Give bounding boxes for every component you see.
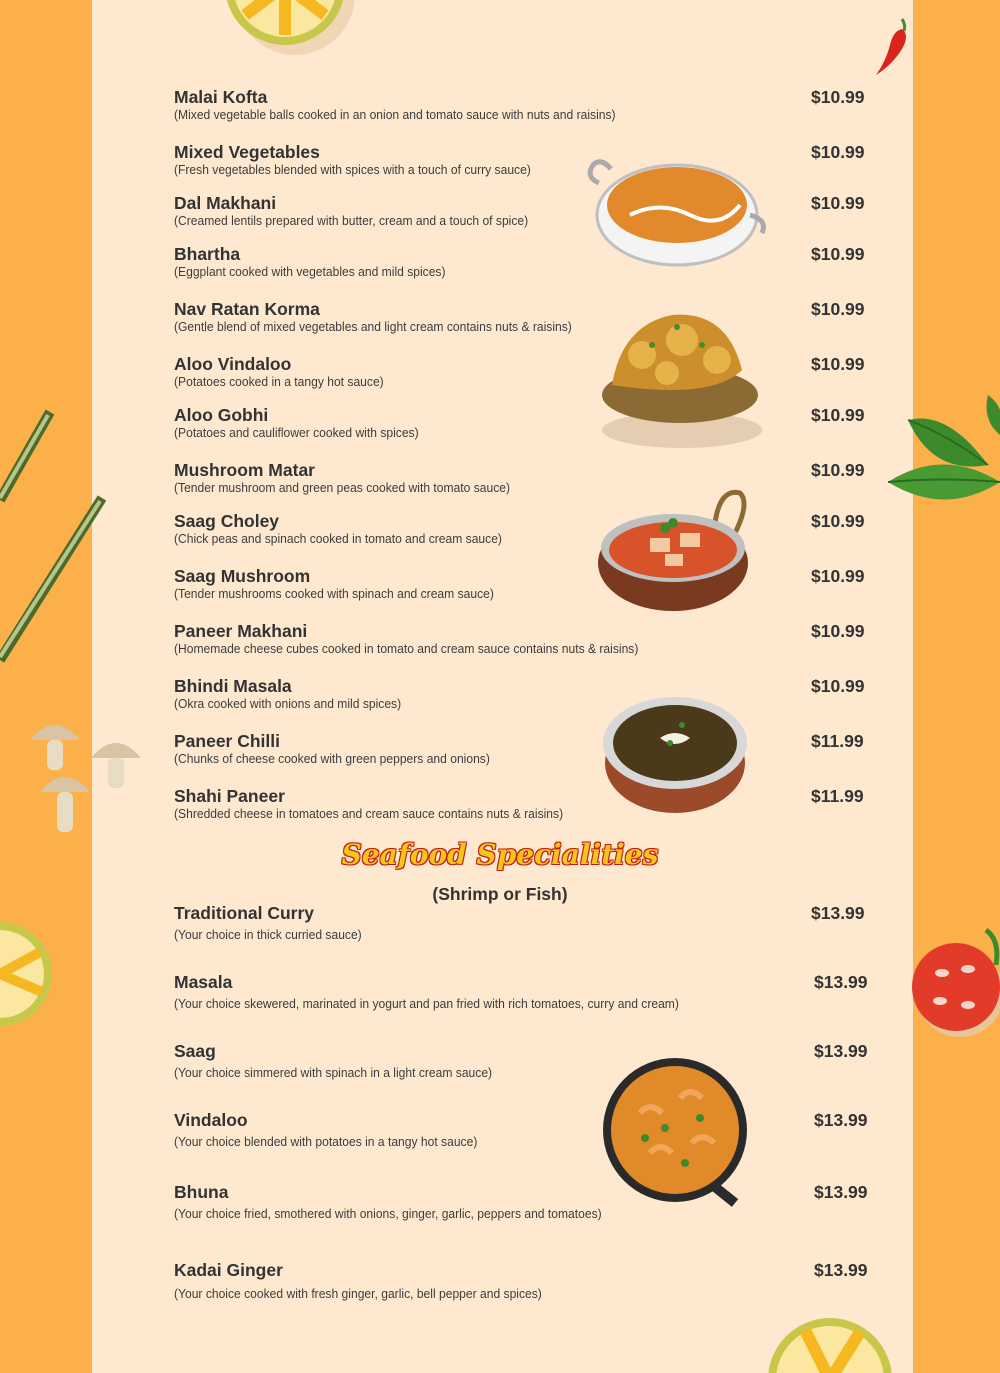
item-name: Aloo Gobhi: [174, 405, 269, 425]
item-description: (Chunks of cheese cooked with green peppers and onions): [174, 751, 490, 766]
dal-bowl-image: [600, 683, 750, 815]
item-price: $10.99: [811, 676, 865, 696]
item-price: $10.99: [811, 354, 865, 374]
item-name: Mixed Vegetables: [174, 142, 320, 162]
item-description: (Gentle blend of mixed vegetables and light cream contains nuts & raisins): [174, 319, 572, 334]
shrimp-curry-image: [600, 1058, 750, 1208]
item-description: (Your choice cooked with fresh ginger, garlic, bell pepper and spices): [174, 1286, 542, 1301]
item-price: $10.99: [811, 193, 865, 213]
item-price: $10.99: [811, 621, 865, 641]
item-name: Bhindi Masala: [174, 676, 292, 696]
item-name: Paneer Makhani: [174, 621, 308, 641]
item-description: (Your choice skewered, marinated in yogurt and pan fried with rich tomatoes, curry and cream): [174, 996, 679, 1011]
item-description: (Potatoes cooked in a tangy hot sauce): [174, 374, 384, 389]
item-description: (Fresh vegetables blended with spices with a touch of curry sauce): [174, 162, 531, 177]
item-name: Bhuna: [174, 1182, 229, 1202]
item-description: (Tender mushroom and green peas cooked with tomato sauce): [174, 480, 511, 495]
item-price: $13.99: [814, 972, 868, 992]
right-border: [913, 0, 1000, 1373]
item-name: Masala: [174, 972, 233, 992]
item-price: $10.99: [811, 460, 865, 480]
item-price: $10.99: [811, 142, 865, 162]
basil-leaf-icon: [888, 370, 1000, 530]
item-description: (Your choice in thick curried sauce): [174, 927, 362, 942]
chopsticks-icon: [0, 400, 110, 670]
item-name: Vindaloo: [174, 1110, 248, 1130]
item-name: Shahi Paneer: [174, 786, 285, 806]
item-name: Bhartha: [174, 244, 241, 264]
item-description: (Your choice fried, smothered with onions, ginger, garlic, peppers and tomatoes): [174, 1206, 602, 1221]
item-name: Aloo Vindaloo: [174, 354, 292, 374]
item-description: (Shredded cheese in tomatoes and cream sauce contains nuts & raisins): [174, 806, 564, 821]
mushroom-icon: [25, 710, 145, 850]
chili-pepper-icon: [872, 15, 912, 77]
item-description: (Potatoes and cauliflower cooked with spices): [174, 425, 419, 440]
item-price: $10.99: [811, 511, 865, 531]
item-price: $10.99: [811, 244, 865, 264]
seafood-section-title: Seafood Specialities: [341, 838, 659, 871]
item-price: $10.99: [811, 87, 865, 107]
item-price: $13.99: [814, 1260, 868, 1280]
item-name: Mushroom Matar: [174, 460, 315, 480]
kadai-curry-image: [595, 488, 755, 618]
item-price: $10.99: [811, 566, 865, 586]
item-name: Dal Makhani: [174, 193, 277, 213]
item-description: (Eggplant cooked with vegetables and mild spices): [174, 264, 446, 279]
item-name: Malai Kofta: [174, 87, 268, 107]
item-price: $11.99: [811, 731, 864, 751]
lemon-slice-icon: [200, 0, 360, 60]
item-price: $10.99: [811, 405, 865, 425]
item-name: Saag Mushroom: [174, 566, 311, 586]
lemon-slice-icon: [745, 1310, 905, 1373]
item-description: (Tender mushrooms cooked with spinach and cream sauce): [174, 586, 494, 601]
tomato-slice-icon: [912, 925, 1000, 1055]
curry-bowl-image: [585, 145, 770, 270]
seafood-section-subtitle: (Shrimp or Fish): [432, 884, 568, 904]
item-name: Saag: [174, 1041, 216, 1061]
item-price: $11.99: [811, 786, 864, 806]
item-description: (Creamed lentils prepared with butter, cream and a touch of spice): [174, 213, 529, 228]
item-name: Paneer Chilli: [174, 731, 281, 751]
lemon-slice-icon: [0, 912, 55, 1037]
item-price: $13.99: [814, 1182, 868, 1202]
item-description: (Mixed vegetable balls cooked in an onion and tomato sauce with nuts and raisins): [174, 107, 616, 122]
item-price: $13.99: [814, 1110, 868, 1130]
item-name: Saag Choley: [174, 511, 280, 531]
item-description: (Your choice blended with potatoes in a tangy hot sauce): [174, 1134, 478, 1149]
item-description: (Okra cooked with onions and mild spices): [174, 696, 402, 711]
item-name: Kadai Ginger: [174, 1260, 283, 1280]
item-price: $10.99: [811, 299, 865, 319]
item-description: (Your choice simmered with spinach in a light cream sauce): [174, 1065, 493, 1080]
item-name: Nav Ratan Korma: [174, 299, 320, 319]
left-border: [0, 0, 92, 1373]
item-price: $13.99: [814, 1041, 868, 1061]
pakora-bowl-image: [582, 305, 777, 455]
item-description: (Homemade cheese cubes cooked in tomato and cream sauce contains nuts & raisins): [174, 641, 639, 656]
item-name: Traditional Curry: [174, 903, 315, 923]
item-price: $13.99: [811, 903, 865, 923]
item-description: (Chick peas and spinach cooked in tomato and cream sauce): [174, 531, 502, 546]
